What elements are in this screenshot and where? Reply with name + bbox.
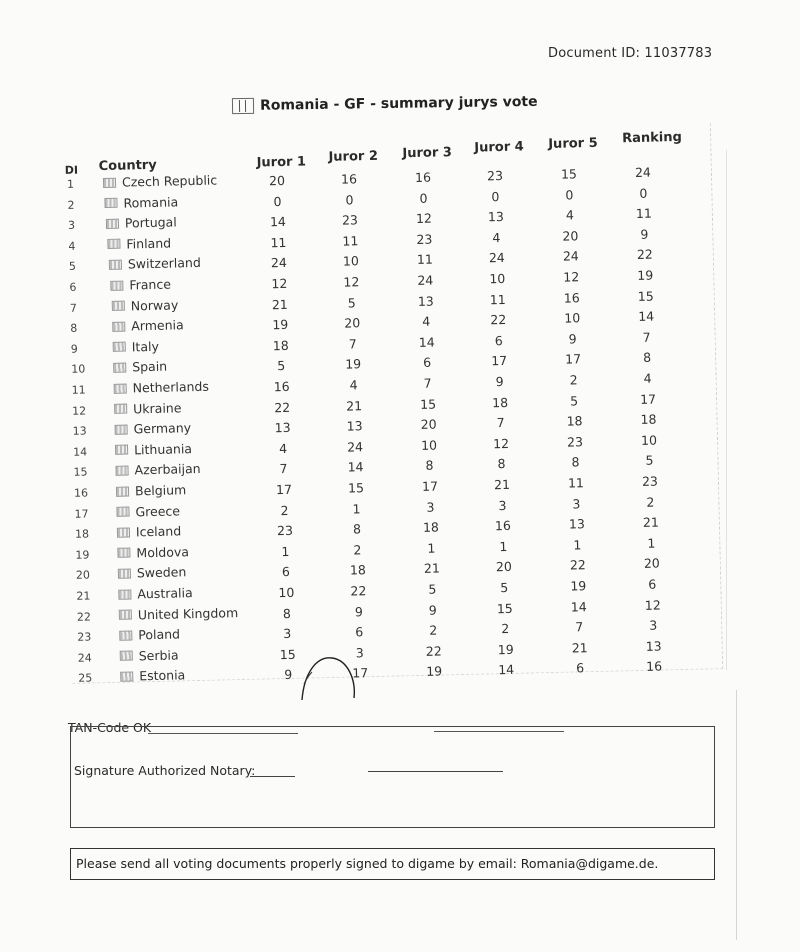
country-flag-icon [106,218,119,228]
country-flag-icon [118,568,131,578]
juror-1-cell: 2 [280,502,289,518]
row-number: 10 [71,362,86,377]
juror-5-cell: 8 [571,454,580,470]
juror-3-cell: 4 [422,313,431,330]
juror-4-cell: 0 [491,188,500,204]
header-juror-3: Juror 3 [402,145,453,162]
juror-5-cell: 3 [572,495,581,512]
country-name: Czech Republic [121,172,218,190]
country-name: Switzerland [127,255,201,272]
country-flag-icon [109,260,122,270]
ranking-cell: 16 [646,658,663,675]
juror-4-cell: 6 [494,332,503,348]
juror-3-cell: 7 [423,375,432,391]
row-number: 8 [70,321,78,336]
scan-edge-lower [736,690,737,940]
row-number: 2 [67,198,75,212]
juror-5-cell: 4 [565,207,575,223]
juror-2-cell: 3 [355,645,364,661]
juror-2-cell: 4 [349,377,358,393]
country-cell [118,585,193,602]
country-cell [115,441,192,458]
juror-1-cell: 19 [272,317,289,333]
juror-2-cell: 9 [354,603,363,620]
juror-4-cell: 12 [492,435,510,452]
ranking-cell: 15 [637,288,654,304]
country-flag-icon [118,589,131,599]
country-flag-icon [116,486,129,496]
ranking-cell: 23 [641,473,659,489]
juror-4-cell: 17 [491,353,508,369]
country-flag-icon [112,301,125,311]
juror-1-cell: 0 [273,193,282,209]
juror-4-cell: 3 [498,497,507,513]
juror-1-cell: 15 [279,646,296,662]
juror-2-cell: 5 [347,294,356,311]
juror-3-cell: 12 [415,210,433,227]
juror-3-cell: 16 [414,169,432,185]
juror-1-cell: 10 [278,584,295,601]
ranking-cell: 11 [635,205,652,222]
row-number: 6 [69,280,77,294]
country-name: Germany [133,420,192,437]
juror-3-cell: 14 [418,334,435,350]
juror-2-cell: 14 [347,459,364,475]
juror-3-cell: 21 [423,560,440,577]
row-number: 17 [74,507,89,521]
ranking-cell: 3 [649,617,658,633]
juror-5-cell: 22 [569,557,586,573]
country-cell [107,235,171,251]
email-notice: Please send all voting documents properly signed to digame by email: Romania@digame.de. [76,856,659,871]
country-cell [120,647,179,663]
country-flag-icon [107,239,120,249]
juror-4-cell: 14 [498,662,515,678]
ranking-cell: 9 [640,226,649,242]
juror-1-cell: 11 [270,234,287,251]
country-cell [114,420,191,437]
juror-2-cell: 0 [345,191,354,208]
ranking-cell: 14 [638,308,655,325]
juror-3-cell: 17 [421,478,439,494]
juror-5-cell: 12 [563,269,580,285]
country-name: Armenia [131,317,184,334]
juror-4-cell: 15 [496,600,513,616]
row-number: 18 [74,527,90,541]
country-cell [110,277,171,293]
country-cell [117,524,182,540]
juror-2-cell: 18 [349,562,367,578]
juror-4-cell: 20 [495,559,512,575]
country-flag-icon [117,548,130,558]
ranking-cell: 12 [644,597,661,613]
header-ranking: Ranking [621,129,683,147]
juror-4-cell: 4 [492,229,501,246]
ranking-cell: 20 [643,555,660,572]
country-name: Romania [123,193,179,211]
juror-2-cell: 21 [346,397,363,414]
juror-3-cell: 0 [419,190,428,206]
juror-2-cell: 7 [348,336,357,352]
juror-4-cell: 24 [488,250,505,266]
juror-2-cell: 23 [341,212,359,228]
country-name: Australia [137,585,193,602]
ranking-cell: 2 [646,494,655,510]
header-juror-2: Juror 2 [328,148,379,165]
country-name: United Kingdom [137,604,239,622]
ranking-cell: 18 [640,411,657,428]
country-name: Estonia [139,667,186,684]
juror-3-cell: 24 [417,272,434,288]
juror-3-cell: 10 [420,437,438,453]
juror-3-cell: 8 [425,458,434,474]
row-number: 15 [73,465,88,480]
votes-table [60,123,723,698]
row-number: 23 [77,630,92,644]
country-cell [106,215,177,232]
country-flag-icon [119,630,132,640]
juror-5-cell: 7 [575,619,584,635]
country-cell [104,194,178,211]
country-name: Lithuania [133,440,193,458]
juror-5-cell: 23 [566,434,584,450]
juror-2-cell: 19 [345,356,362,372]
juror-5-cell: 15 [560,166,578,182]
ranking-cell: 4 [643,370,652,386]
country-cell [114,379,210,396]
juror-1-cell: 3 [283,626,292,642]
country-flag-icon [112,321,125,331]
row-number: 22 [76,610,92,624]
juror-3-cell: 2 [429,622,438,638]
juror-3-cell: 13 [417,293,434,309]
header-country: Country [98,157,157,175]
row-number: 13 [72,424,87,438]
ranking-cell: 1 [647,535,656,551]
juror-4-cell: 8 [497,456,506,472]
country-flag-icon [113,342,126,352]
country-cell [112,317,184,334]
juror-1-cell: 24 [270,255,288,271]
juror-5-cell: 18 [566,413,583,429]
juror-1-cell: 4 [278,440,288,456]
row-number: 7 [69,301,78,315]
juror-1-cell: 7 [279,461,288,477]
title-row [232,94,538,114]
country-flag-icon [110,280,123,290]
country-flag-icon [115,424,128,434]
juror-1-cell: 22 [274,399,291,415]
ranking-cell: 6 [648,576,657,592]
juror-5-cell: 9 [568,331,577,347]
ranking-cell: 8 [642,350,652,366]
country-cell [115,461,200,478]
country-flag-icon [114,383,127,393]
juror-1-cell: 21 [271,296,288,312]
country-name: Portugal [124,214,177,231]
juror-3-cell: 11 [416,251,433,268]
header-juror-5: Juror 5 [548,135,598,152]
juror-1-cell: 6 [281,564,291,580]
ranking-cell: 19 [637,267,654,283]
document-id: Document ID: 11037783 [548,46,713,61]
juror-5-cell: 13 [568,516,586,532]
signature-line-long [368,771,503,772]
country-name: Iceland [135,523,182,540]
juror-2-cell: 6 [355,624,364,640]
ranking-cell: 13 [645,638,662,654]
country-name: Moldova [136,543,190,561]
ranking-cell: 17 [639,391,657,407]
juror-5-cell: 0 [565,186,574,203]
juror-3-cell: 1 [427,540,436,556]
juror-5-cell: 10 [564,310,581,326]
country-name: Finland [126,235,172,252]
juror-5-cell: 1 [573,537,582,553]
juror-5-cell: 2 [569,372,578,388]
header-juror-1: Juror 1 [256,154,307,171]
juror-2-cell: 16 [340,171,358,187]
row-number: 9 [70,342,78,356]
juror-3-cell: 22 [425,643,442,659]
country-name: Netherlands [132,378,210,396]
country-cell [116,482,187,499]
country-name: France [129,276,172,293]
country-cell [103,172,217,190]
country-cell [116,503,180,519]
juror-3-cell: 23 [416,231,433,247]
juror-1-cell: 23 [276,523,294,539]
country-flag-icon [115,465,128,475]
country-flag-icon [115,445,128,455]
juror-3-cell: 19 [426,663,443,680]
juror-5-cell: 17 [565,351,582,367]
country-cell [117,544,189,561]
juror-4-cell: 22 [490,312,507,328]
juror-5-cell: 6 [576,660,585,676]
juror-2-cell: 11 [342,233,359,249]
juror-2-cell: 10 [342,253,359,270]
flag-icon [232,98,254,114]
juror-5-cell: 19 [570,578,587,594]
juror-5-cell: 24 [562,248,579,265]
row-number: 24 [77,651,92,665]
row-number: 21 [76,589,91,603]
row-number: 16 [73,486,89,500]
juror-4-cell: 13 [487,209,505,225]
juror-1-cell: 8 [282,605,291,621]
juror-2-cell: 15 [347,480,365,496]
juror-1-cell: 16 [273,378,290,395]
juror-1-cell: 17 [275,481,293,498]
ranking-cell: 5 [645,453,654,469]
country-flag-icon [103,177,116,187]
juror-4-cell: 2 [501,621,510,637]
country-name: Azerbaijan [134,461,201,478]
row-number: 11 [71,383,86,397]
header-juror-4: Juror 4 [474,139,524,156]
ranking-cell: 0 [639,185,648,201]
juror-5-cell: 5 [569,392,579,409]
juror-4-cell: 10 [489,270,506,287]
juror-4-cell: 5 [500,579,509,596]
juror-5-cell: 20 [562,228,579,244]
juror-2-cell: 13 [346,418,363,434]
country-flag-icon [116,507,129,517]
country-cell [120,668,185,684]
juror-4-cell: 9 [495,374,504,390]
juror-2-cell: 20 [344,315,361,331]
country-cell [113,339,159,355]
country-name: Greece [135,502,181,519]
row-number: 19 [75,548,90,562]
country-flag-icon [117,527,130,537]
juror-4-cell: 1 [499,538,508,554]
country-name: Belgium [134,482,187,499]
ranking-cell: 22 [636,246,653,263]
page-title: Romania - GF - summary jurys vote [259,93,538,114]
country-name: Spain [132,359,168,375]
country-name: Italy [131,338,160,355]
ranking-cell: 24 [634,164,652,180]
juror-4-cell: 18 [491,394,509,410]
juror-3-cell: 15 [420,396,437,412]
country-name: Poland [138,626,181,643]
country-name: Norway [130,296,179,314]
juror-4-cell: 11 [489,291,506,307]
juror-1-cell: 14 [269,214,287,230]
country-cell [109,255,201,272]
juror-1-cell: 9 [284,667,293,683]
row-number: 25 [78,671,93,686]
row-number: 4 [68,239,76,253]
country-flag-icon [104,198,117,208]
scan-edge [726,150,727,670]
country-cell [119,605,239,623]
juror-3-cell: 6 [423,355,432,371]
ranking-cell: 7 [642,329,651,345]
juror-2-cell: 1 [352,500,361,517]
juror-1-cell: 12 [271,275,288,292]
juror-5-cell: 14 [570,598,587,615]
juror-4-cell: 23 [486,167,504,184]
juror-2-cell: 24 [346,439,364,455]
row-number: 1 [66,177,75,191]
tan-code-label: TAN-Code OK [68,720,152,735]
row-number: 14 [72,445,88,459]
juror-3-cell: 18 [422,519,440,536]
country-name: Sweden [136,564,187,581]
row-number: 12 [72,404,87,418]
juror-3-cell: 20 [420,416,437,433]
signature-label: Signature Authorized Notary: [74,763,256,778]
country-flag-icon [120,671,133,681]
handwritten-mark [296,654,366,708]
row-number: 3 [67,218,76,233]
juror-5-cell: 16 [563,289,580,306]
country-cell [119,627,180,643]
header-num: DI [64,163,79,177]
country-cell [113,359,167,375]
juror-3-cell: 5 [428,581,437,597]
juror-2-cell: 12 [343,274,360,290]
signature-line-short [250,776,295,777]
juror-1-cell: 1 [281,543,290,559]
juror-1-cell: 18 [272,337,289,354]
juror-1-cell: 20 [268,172,286,189]
juror-4-cell: 21 [493,476,511,493]
country-flag-icon [119,610,132,620]
country-flag-icon [113,362,126,372]
juror-5-cell: 11 [567,475,585,491]
juror-1-cell: 13 [274,420,291,436]
juror-2-cell: 17 [352,665,369,681]
juror-2-cell: 8 [352,521,362,537]
country-name: Ukraine [132,399,182,417]
country-name: Serbia [138,647,179,664]
juror-4-cell: 16 [494,518,512,534]
juror-3-cell: 9 [428,602,437,618]
juror-2-cell: 2 [353,542,362,558]
country-cell [114,400,182,417]
row-number: 20 [75,568,91,583]
juror-4-cell: 19 [497,641,514,657]
country-cell [112,297,179,314]
juror-5-cell: 21 [571,639,588,656]
juror-2-cell: 22 [350,583,367,599]
ranking-cell: 10 [640,432,658,448]
country-cell [118,565,187,582]
juror-4-cell: 7 [496,415,505,431]
juror-1-cell: 5 [277,358,286,374]
country-flag-icon [120,651,133,661]
ranking-cell: 21 [642,514,659,531]
juror-3-cell: 3 [426,499,435,515]
country-flag-icon [114,404,127,414]
row-number: 5 [68,260,77,274]
